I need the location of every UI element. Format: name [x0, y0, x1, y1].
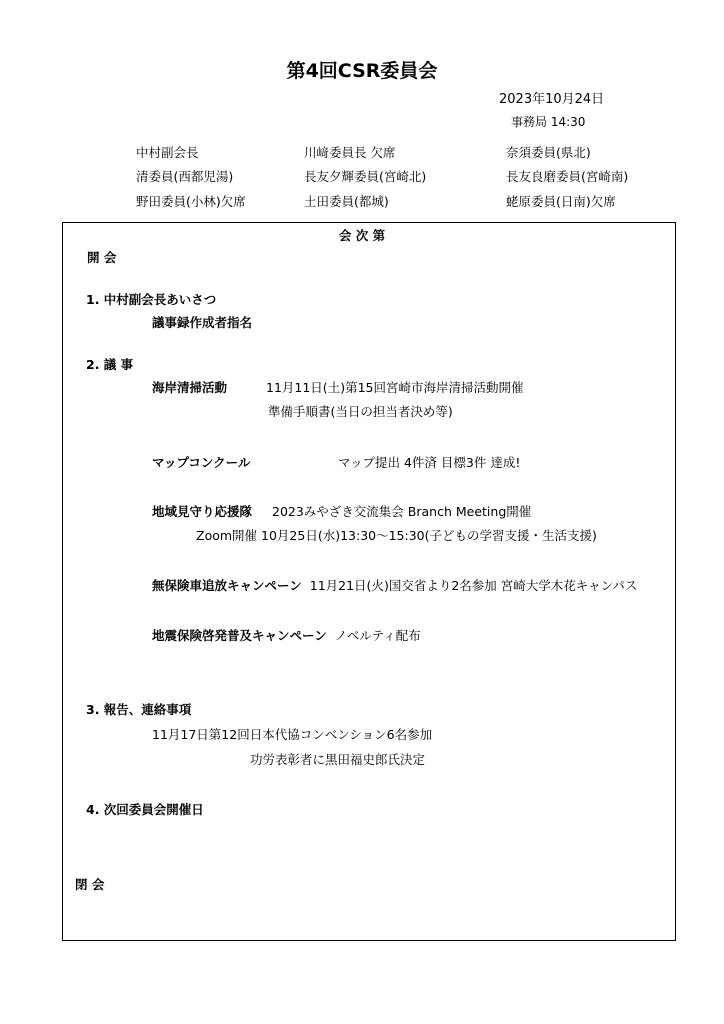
uninsured-campaign-detail: 11月21日(火)国交省より2名参加 宮崎大学木花キャンパス: [309, 578, 638, 593]
community-watch-label: 地域見守り応援隊: [152, 504, 253, 519]
map-contest-label: マップコンクール: [152, 455, 251, 470]
item-3-line-2: 功労表彰者に黒田福史郎氏決定: [250, 752, 426, 767]
attendee: 奈須委員(県北): [506, 145, 591, 160]
attendee: 長友夕輝委員(宮崎北): [304, 169, 427, 184]
item-1-sub: 議事録作成者指名: [152, 315, 253, 330]
beach-cleanup-label: 海岸清掃活動: [152, 380, 228, 395]
uninsured-campaign: [152, 576, 637, 594]
attendee: 中村副会長: [136, 145, 199, 160]
map-contest-detail: マップ提出 4件済 目標3件 達成!: [338, 455, 521, 470]
attendee: 野田委員(小林)欠席: [136, 194, 246, 209]
attendee: 土田委員(都城): [304, 194, 389, 209]
item-3-line-1: 11月17日第12回日本代協コンベンション6名参加: [152, 727, 433, 742]
item-3-title: 3. 報告、連絡事項: [86, 702, 192, 717]
document-title: 第4回CSR委員会: [286, 60, 438, 82]
closing: 閉 会: [75, 877, 105, 892]
earthquake-campaign-label: 地震保険啓発普及キャンペーン: [152, 628, 327, 643]
attendee: 川﨑委員長 欠席: [304, 145, 396, 160]
office-time: 事務局 14:30: [511, 115, 586, 129]
beach-cleanup-prep: 準備手順書(当日の担当者決め等): [268, 404, 453, 419]
attendee: 清委員(西都児湯): [136, 169, 234, 184]
earthquake-campaign-detail: ノベルティ配布: [334, 628, 421, 643]
community-watch-detail: 2023みやざき交流集会 Branch Meeting開催: [272, 504, 532, 519]
beach-cleanup-detail: 11月11日(土)第15回宮崎市海岸清掃活動開催: [266, 380, 524, 395]
attendee: 蛯原委員(日南)欠席: [506, 194, 616, 209]
uninsured-campaign-label: 無保険車追放キャンペーン: [152, 578, 302, 593]
item-4-title: 4. 次回委員会開催日: [86, 802, 204, 817]
earthquake-campaign: [152, 626, 421, 644]
item-2-title: 2. 議 事: [86, 357, 134, 372]
community-watch-zoom: Zoom開催 10月25日(水)13:30〜15:30(子どもの学習支援・生活支援): [196, 528, 597, 543]
opening: 開 会: [87, 250, 117, 265]
item-1-title: 1. 中村副会長あいさつ: [86, 292, 217, 307]
meeting-date: 2023年10月24日: [499, 92, 605, 107]
attendee: 長友良磨委員(宮崎南): [506, 169, 629, 184]
agenda-heading: 会 次 第: [338, 228, 386, 243]
